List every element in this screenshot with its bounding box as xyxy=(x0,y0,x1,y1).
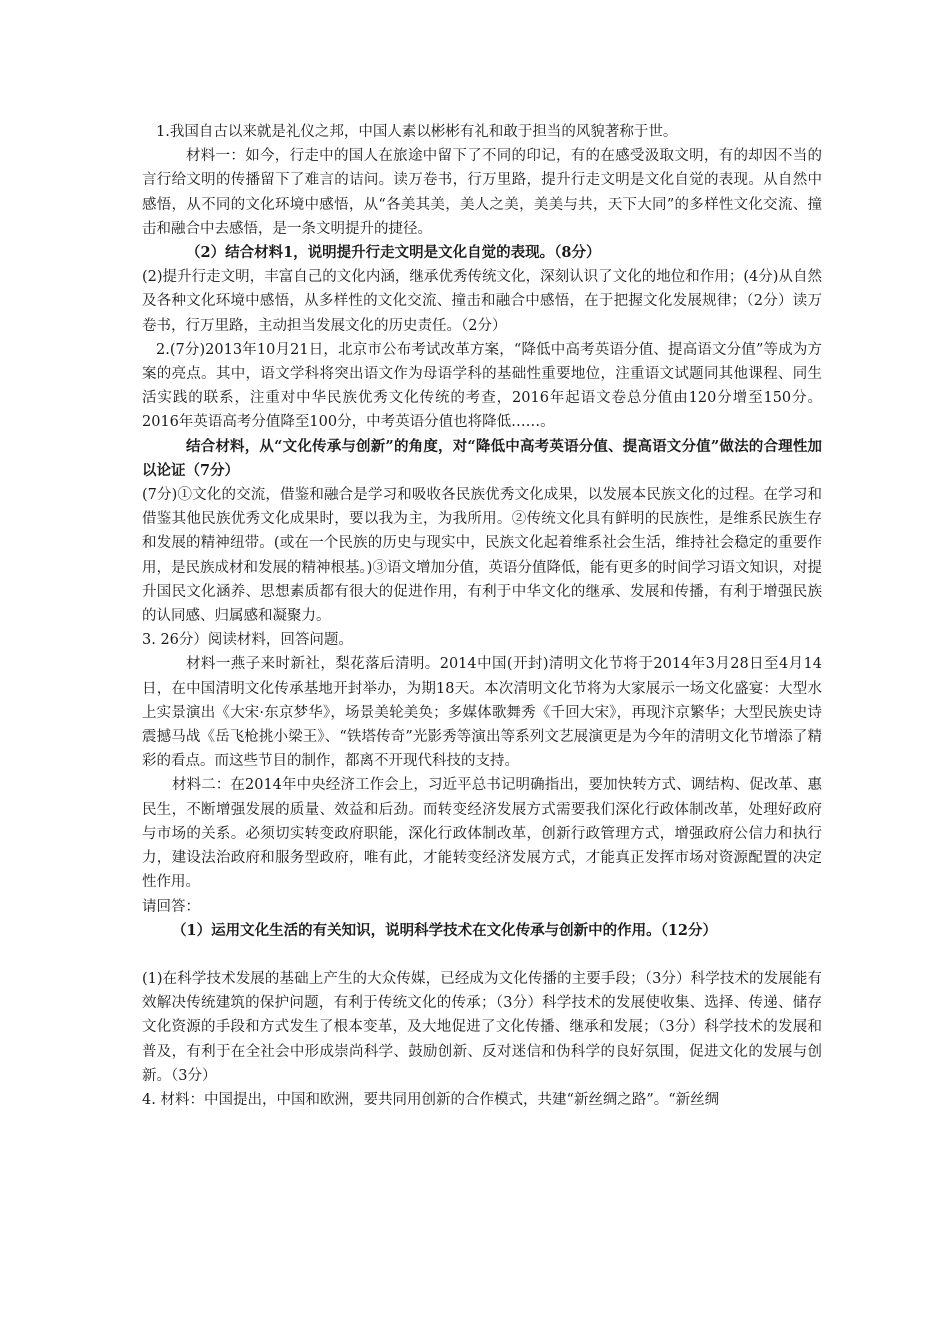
q3-material-2: 材料二：在2014年中央经济工作会上，习近平总书记明确指出，要加快转方式、调结构、促改革、惠民生，不断增强发展的质量、效益和后劲。而转变经济发展方式需要我们深化行政体制改革，处理好政府与市场的关系。必须切实转变政府职能，深化行政体制改革，创新行政管理方式，增强政府公信力和执行力，建设法治政府和服务型政府，唯有此，才能转变经济发展方式，才能真正发挥市场对资源配置的决定性作用。 xyxy=(142,777,822,891)
q1-stem: 1.我国自古以来就是礼仪之邦，中国人素以彬彬有礼和敢于担当的风貌著称于世。 xyxy=(156,124,678,140)
q1-answer: (2)提升行走文明，丰富自己的文化内涵，继承优秀传统文化，深刻认识了文化的地位和作用；(4分)从自然及各种文化环境中感悟，从多样性的文化交流、撞击和融合中感悟，在于把握文化发展规律；（2分）读万卷书，行万里路，主动担当发展文化的历史责任。（2分） xyxy=(142,269,822,334)
q4-stem: 4. 材料：中国提出，中国和欧洲，要共同用创新的合作模式，共建“新丝绸之路”。“新丝绸 xyxy=(142,1091,720,1108)
q3-material-1: 材料一燕子来时新社，梨花落后清明。2014中国(开封)清明文化节将于2014年3月28日至4月14日，在中国清明文化传承基地开封举办，为期18天。本次清明文化节将为大家展示一场文化盛宴：大型水上实景演出《大宋·东京梦华》，场景美轮美奂；多媒体歌舞秀《千回大宋》，再现汴京繁华；大型民族史诗震撼马战《岳飞枪挑小梁王》、“铁塔传奇”光影秀等演出等系列文艺展演更是为今年的清明文化节增添了精彩的看点。而这些节目的制作，都离不开现代科技的支持。 xyxy=(142,656,822,770)
document-body xyxy=(142,120,822,1112)
q3-prompt: 请回答： xyxy=(142,898,200,915)
q2-answer: (7分)①文化的交流，借鉴和融合是学习和吸收各民族优秀文化成果，以发展本民族文化的过程。在学习和借鉴其他民族优秀文化成果时，要以我为主，为我所用。②传统文化具有鲜明的民族性，是维系民族生存和发展的精神纽带。(或在一个民族的历史与现实中，民族文化起着维系社会生活，维持社会稳定的重要作用，是民族成材和发展的精神根基。)③语文增加分值，英语分值降低，能有更多的时间学习语文知识，对提升国民文化涵养、思想素质都有很大的促进作用，有利于中华文化的继承、发展和传播，有利于增强民族的认同感、归属感和凝聚力。 xyxy=(142,487,822,625)
q2-stem: 2.(7分)2013年10月21日，北京市公布考试改革方案，“降低中高考英语分值、提高语文分值”等成为方案的亮点。其中，语文学科将突出语文作为母语学科的基础性重要地位，注重语文试题同其他课程、同生活实践的联系，注重对中华民族优秀文化传统的考查，2016年起语文卷总分值由120分增至150分。2016年英语高考分值降至100分，中考英语分值也将降低……。 xyxy=(142,341,822,431)
q3-answer: (1)在科学技术发展的基础上产生的大众传媒，已经成为文化传播的主要手段；（3分）科学技术的发展能有效解决传统建筑的保护问题，有利于传统文化的传承；（3分）科学技术的发展使收集、选择、传递、储存文化资源的手段和方式发生了根本变革，及大地促进了文化传播、继承和发展；（3分）科学技术的发展和普及，有利于在全社会中形成崇尚科学、鼓励创新、反对迷信和伪科学的良好氛围，促进文化的发展与创新。（3分） xyxy=(142,970,822,1084)
q3-stem: 3. 26分）阅读材料，回答问题。 xyxy=(142,632,353,649)
q1-material: 材料一：如今，行走中的国人在旅途中留下了不同的印记，有的在感受汲取文明，有的却因不当的言行给文明的传播留下了难言的诘问。读万卷书，行万里路，提升行走文明是文化自觉的表现。从自然中感悟，从不同的文化环境中感悟，从“各美其美，美人之美，美美与共，天下大同”的多样性文化交流、撞击和融合中去感悟，是一条文明提升的捷径。 xyxy=(142,148,822,237)
q2-question: 结合材料，从“文化传承与创新”的角度，对“降低中高考英语分值、提高语文分值”做法的合理性加以论证（7分） xyxy=(142,437,822,479)
q3-question: （1）运用文化生活的有关知识，说明科学技术在文化传承与创新中的作用。（12分） xyxy=(172,921,718,939)
q1-question: （2）结合材料1，说明提升行走文明是文化自觉的表现。（8分） xyxy=(186,244,601,262)
